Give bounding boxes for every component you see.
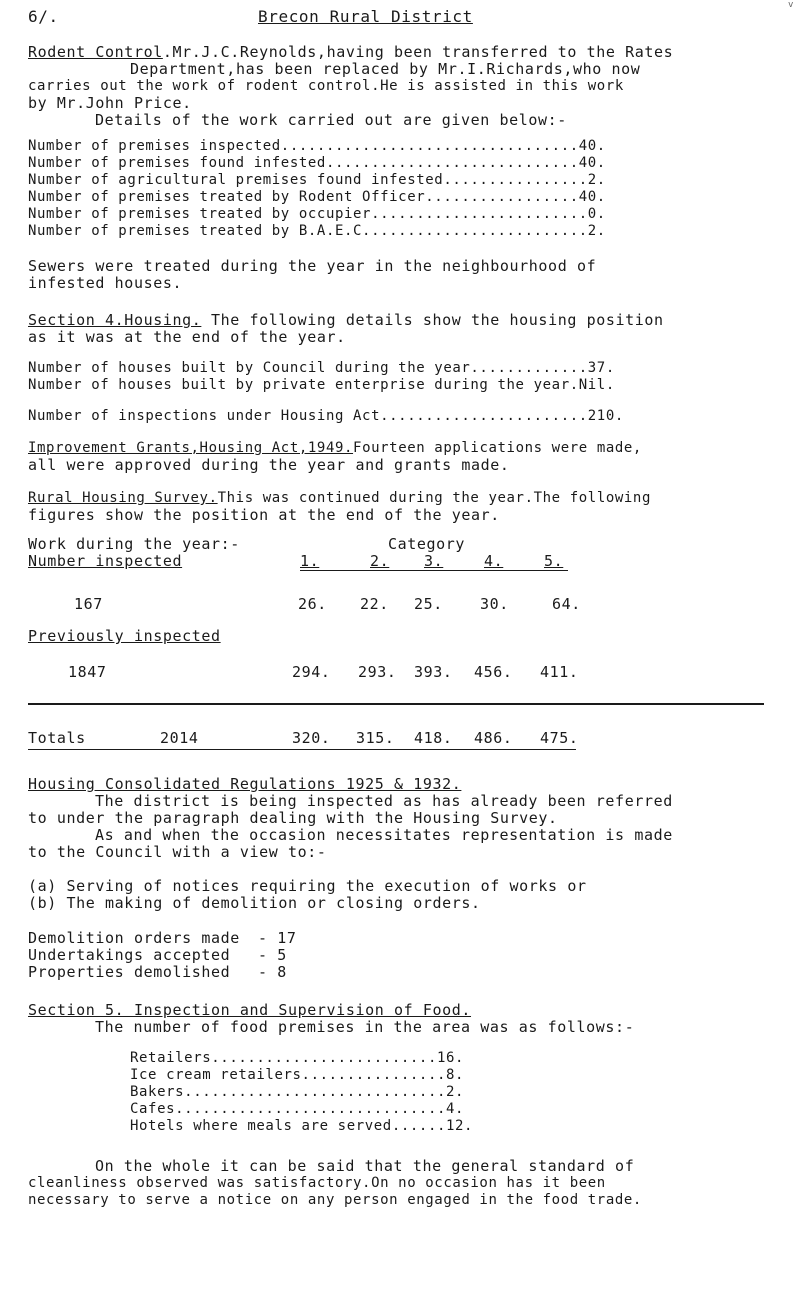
- food-item: Retailers.........................16.: [130, 1050, 465, 1066]
- food-item: Bakers.............................2.: [130, 1084, 465, 1100]
- housing-intro-1: Section 4.Housing. The following details show the housing position: [28, 311, 664, 329]
- rodent-line-3: carries out the work of rodent control.He is assisted in this work: [28, 78, 624, 94]
- food-item: Hotels where meals are served......12.: [130, 1118, 474, 1134]
- regulations-item-a: (a) Serving of notices requiring the execution of works or: [28, 877, 587, 895]
- housing-intro-2: as it was at the end of the year.: [28, 328, 346, 346]
- survey-line-2: figures show the position at the end of the year.: [28, 506, 500, 524]
- table-cell: 30.: [480, 595, 509, 613]
- food-intro: The number of food premises in the area was as follows:-: [95, 1018, 635, 1036]
- regulations-item-b: (b) The making of demolition or closing orders.: [28, 894, 481, 912]
- rodent-heading: Rodent Control: [28, 43, 163, 61]
- grants-line-1: Improvement Grants,Housing Act,1949.Fourteen applications were made,: [28, 440, 642, 456]
- table-cell-number: 1847: [68, 663, 107, 681]
- rodent-stat: Number of premises found infested............................40.: [28, 155, 606, 171]
- rodent-stat: Number of agricultural premises found infested................2.: [28, 172, 606, 188]
- food-item: Ice cream retailers................8.: [130, 1067, 465, 1083]
- grants-line-2: all were approved during the year and grants made.: [28, 456, 510, 474]
- rodent-line-4: by Mr.John Price.: [28, 94, 192, 112]
- rodent-stat: Number of premises treated by B.A.E.C.........................2.: [28, 223, 606, 239]
- regulations-p2-2: to the Council with a view to:-: [28, 843, 327, 861]
- properties-value: - 8: [258, 963, 287, 981]
- regulations-heading: Housing Consolidated Regulations 1925 & 1932.: [28, 775, 462, 793]
- rodent-stat: Number of premises treated by Rodent Officer.................40.: [28, 189, 606, 205]
- regulations-p1-1: The district is being inspected as has already been referred: [95, 792, 673, 810]
- category-header: 5.: [544, 552, 564, 570]
- table-cell-number: 167: [74, 595, 103, 613]
- demolition-label: Demolition orders made: [28, 929, 240, 947]
- table-cell: 456.: [474, 663, 513, 681]
- table-cell: 294.: [292, 663, 331, 681]
- sewers-line-1: Sewers were treated during the year in the neighbourhood of: [28, 257, 597, 275]
- totals-underline: [28, 749, 576, 750]
- page-header: [258, 8, 473, 25]
- district-title: Brecon Rural District: [258, 7, 473, 26]
- food-conclusion-2: cleanliness observed was satisfactory.On no occasion has it been: [28, 1175, 606, 1191]
- regulations-p1-2: to under the paragraph dealing with the Housing Survey.: [28, 809, 558, 827]
- totals-number: 2014: [160, 729, 199, 747]
- previously-inspected-label: Previously inspected: [28, 627, 221, 645]
- number-inspected-label: Number inspected: [28, 552, 183, 570]
- totals-rule-top: [28, 703, 764, 705]
- totals-cell: 418.: [414, 729, 453, 747]
- houses-council: Number of houses built by Council during the year.............37.: [28, 360, 615, 376]
- regulations-p2-1: As and when the occasion necessitates representation is made: [95, 826, 673, 844]
- rodent-line-1: Rodent Control.Mr.J.C.Reynolds,having been transferred to the Rates: [28, 43, 674, 61]
- table-cell: 64.: [552, 595, 581, 613]
- category-header: 4.: [484, 552, 504, 570]
- totals-cell: 486.: [474, 729, 513, 747]
- demolition-value: - 17: [258, 929, 297, 947]
- rodent-line-5: Details of the work carried out are given below:-: [95, 111, 567, 129]
- table-cell: 293.: [358, 663, 397, 681]
- rodent-stat: Number of premises treated by occupier........................0.: [28, 206, 606, 222]
- category-header: 3.: [424, 552, 444, 570]
- housing-heading: Section 4.Housing.: [28, 311, 202, 329]
- food-conclusion-1: On the whole it can be said that the general standard of: [95, 1157, 635, 1175]
- corner-mark: v: [787, 0, 794, 10]
- survey-heading: Rural Housing Survey.: [28, 490, 218, 506]
- table-cell: 411.: [540, 663, 579, 681]
- header-underline: [300, 570, 568, 571]
- totals-cell: 475.: [540, 729, 579, 747]
- rodent-stat: Number of premises inspected.................................40.: [28, 138, 606, 154]
- category-header: 2.: [370, 552, 390, 570]
- undertakings-label: Undertakings accepted: [28, 946, 231, 964]
- table-cell: 25.: [414, 595, 443, 613]
- properties-label: Properties demolished: [28, 963, 231, 981]
- work-label: Work during the year:-: [28, 535, 240, 553]
- food-heading: Section 5. Inspection and Supervision of Food.: [28, 1001, 472, 1019]
- sewers-line-2: infested houses.: [28, 274, 183, 292]
- category-header: 1.: [300, 552, 320, 570]
- food-conclusion-3: necessary to serve a notice on any person engaged in the food trade.: [28, 1192, 642, 1208]
- undertakings-value: - 5: [258, 946, 287, 964]
- totals-label: Totals: [28, 729, 86, 747]
- food-item: Cafes..............................4.: [130, 1101, 465, 1117]
- totals-cell: 320.: [292, 729, 331, 747]
- table-cell: 22.: [360, 595, 389, 613]
- rodent-line-2: Department,has been replaced by Mr.I.Richards,who now: [130, 60, 641, 78]
- table-cell: 393.: [414, 663, 453, 681]
- category-label: Category: [388, 535, 466, 553]
- table-cell: 26.: [298, 595, 327, 613]
- totals-cell: 315.: [356, 729, 395, 747]
- page-number: 6/.: [28, 7, 59, 26]
- survey-line-1: Rural Housing Survey.This was continued during the year.The following: [28, 490, 651, 506]
- housing-inspections: Number of inspections under Housing Act.......................210.: [28, 408, 624, 424]
- houses-private: Number of houses built by private enterprise during the year.Nil.: [28, 377, 615, 393]
- grants-heading: Improvement Grants,Housing Act,1949.: [28, 440, 354, 456]
